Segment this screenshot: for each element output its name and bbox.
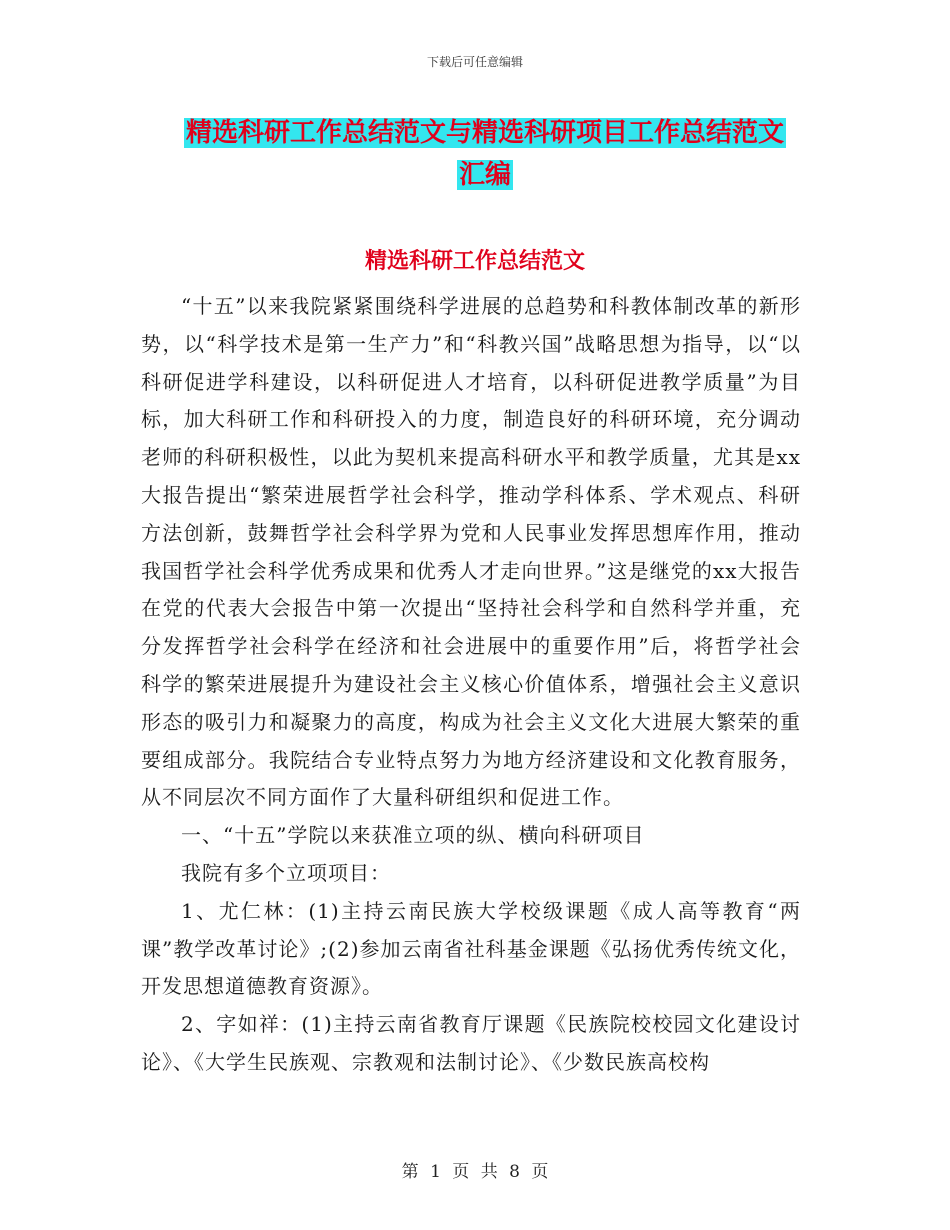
body-text — [141, 288, 801, 1082]
document-title-line-1: 精选科研工作总结范文与精选科研项目工作总结范文 — [185, 118, 784, 148]
header-note: 下载后可任意编辑 — [426, 55, 523, 69]
paragraph-heading-projects: 一、“十五”学院以来获准立项的纵、横向科研项目 — [181, 823, 645, 848]
page-number-footer: 第 1 页 共 8 页 — [401, 1162, 549, 1182]
paragraph-intro: “十五”以来我院紧紧围绕科学进展的总趋势和科教体制改革的新形势，以“科学技术是第一生产力”和“科教兴国”战略思想为指导，以“以科研促进学科建设，以科研促进人才培育，以科研促进教学质量”为目标，加大科研工作和科研投入的力度，制造良好的科研环境，充分调动老师的科研积极性，以此为契机来提高科研水平和教学质量，尤其是xx大报告提出“繁荣进展哲学社会科学，推动学科体系、学术观点、科研方法创新，鼓舞哲学社会科学界为党和人民事业发挥思想库作用，推动我国哲学社会科学优秀成果和优秀人才走向世界。”这是继党的xx大报告在党的代表大会报告中第一次提出“坚持社会科学和自然科学并重，充分发挥哲学社会科学在经济和社会进展中的重要作用”后，将哲学社会科学的繁荣进展提升为建设社会主义核心价值体系，增强社会主义意识形态的吸引力和凝聚力的高度，构成为社会主义文化大进展大繁荣的重要组成部分。我院结合专业特点努力为地方经济建设和文化教育服务，从不同层次不同方面作了大量科研组织和促进工作。 — [141, 294, 801, 810]
document-title — [140, 112, 830, 196]
paragraph-item-2: 2、字如祥：(1)主持云南省教育厅课题《民族院校校园文化建设讨论》、《大学生民族观、宗教观和法制讨论》、《少数民族高校构 — [141, 1012, 801, 1074]
paragraph-projects-intro: 我院有多个立项项目： — [181, 860, 391, 885]
paragraph-item-1: 1、尤仁林：(1)主持云南民族大学校级课题《成人高等教育“两课”教学改革讨论》;(2)参加云南省社科基金课题《弘扬优秀传统文化，开发思想道德教育资源》。 — [141, 898, 801, 999]
section-title: 精选科研工作总结范文 — [364, 249, 585, 274]
document-title-line-2: 汇编 — [458, 160, 511, 190]
